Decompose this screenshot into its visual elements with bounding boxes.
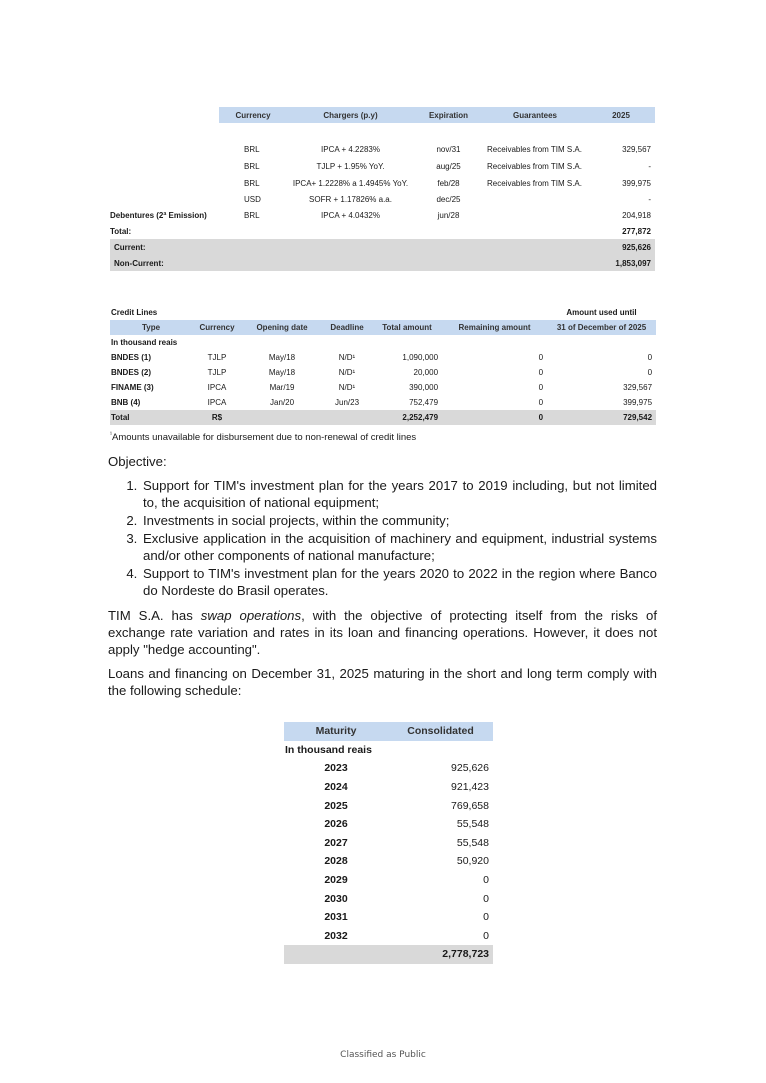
maturity-table-header: Maturity Consolidated <box>284 722 493 741</box>
unit-label: In thousand reais <box>111 338 178 347</box>
header-year: 2025 <box>587 107 655 123</box>
schedule-paragraph: Loans and financing on December 31, 2025 maturing in the short and long term comply with the following schedule: <box>108 666 657 698</box>
table-row: USD SOFR + 1.17826% a.a. dec/25 - <box>244 194 651 204</box>
credit-table-header: Type Currency Opening date Deadline Total amount Remaining amount 31 of December of 2025 <box>110 320 656 335</box>
table-row: 2032 0 <box>324 929 489 942</box>
table-row: Debentures (2ª Emission) BRL IPCA + 4.0432% jun/28 204,918 <box>110 210 651 220</box>
noncurrent-row: Non-Current: 1,853,097 <box>110 255 655 271</box>
header-expiration: Expiration <box>414 107 483 123</box>
total-row: Total R$ 2,252,479 0 729,542 <box>110 410 656 425</box>
classification-footer: Classified as Public <box>340 1050 426 1060</box>
table-row: 2027 55,548 <box>324 836 489 849</box>
table-row: BNDES (2) TJLP May/18 N/D¹ 20,000 0 0 <box>111 368 653 377</box>
table-row: 2029 0 <box>324 874 489 887</box>
credit-lines-title: Credit Lines <box>111 308 158 317</box>
table-row: 2026 55,548 <box>324 818 489 831</box>
body-text <box>108 453 657 706</box>
debt-table-header <box>110 107 655 123</box>
header-charges: Chargers (p.y) <box>287 107 414 123</box>
table-row: BNB (4) IPCA Jan/20 Jun/23 752,479 0 399,975 <box>111 398 653 407</box>
table-row: 2028 50,920 <box>324 855 489 868</box>
table-row: BNDES (1) TJLP May/18 N/D¹ 1,090,000 0 0 <box>111 353 653 362</box>
table-row: FINAME (3) IPCA Mar/19 N/D¹ 390,000 0 329,567 <box>111 383 653 392</box>
list-item: 2. Investments in social projects, within the community; <box>141 512 657 529</box>
swap-paragraph: TIM S.A. has swap operations, with the objective of protecting itself from the risks of exchange rate variation and rates in its loan and financing operations. However, it does not apply "hedge accounting". <box>108 608 657 657</box>
unit-label: In thousand reais <box>285 743 372 756</box>
list-item: 4. Support to TIM's investment plan for the years 2020 to 2022 in the region where Banco do Nordeste do Brasil operates. <box>141 565 657 599</box>
header-guarantees: Guarantees <box>483 107 587 123</box>
table-row: 2023 925,626 <box>324 762 489 775</box>
total-row: Total: 277,872 <box>110 226 651 236</box>
footnote: $^{^1}$Amounts unavailable for disbursement due to non-renewal of credit lines <box>110 432 417 444</box>
list-item: 1. Support for TIM's investment plan for the years 2017 to 2019 including, but not limited to, the acquisition of national equipment; <box>141 477 657 511</box>
objective-heading: Objective: <box>108 454 167 469</box>
list-item: 3. Exclusive application in the acquisition of machinery and equipment, industrial systems and/or other components of national manufacture; <box>141 530 657 564</box>
table-row: 2024 921,423 <box>324 781 489 794</box>
table-row: BRL IPCA + 4.2283% nov/31 Receivables from TIM S.A. 329,567 <box>244 144 651 154</box>
table-row: BRL IPCA+ 1.2228% a 1.4945% YoY. feb/28 Receivables from TIM S.A. 399,975 <box>244 178 651 188</box>
total-row: 2,778,723 <box>284 945 493 964</box>
current-row: Current: 925,626 <box>110 239 655 255</box>
maturity-table <box>284 722 493 964</box>
table-row: 2031 0 <box>324 911 489 924</box>
table-row: BRL TJLP + 1.95% YoY. aug/25 Receivables from TIM S.A. - <box>244 161 651 171</box>
objective-list <box>108 477 657 599</box>
debt-table <box>110 107 655 271</box>
table-row: 2025 769,658 <box>324 799 489 812</box>
amount-used-title: Amount used until <box>566 308 637 317</box>
header-currency: Currency <box>219 107 287 123</box>
table-row: 2030 0 <box>324 892 489 905</box>
credit-lines-table <box>110 305 656 425</box>
